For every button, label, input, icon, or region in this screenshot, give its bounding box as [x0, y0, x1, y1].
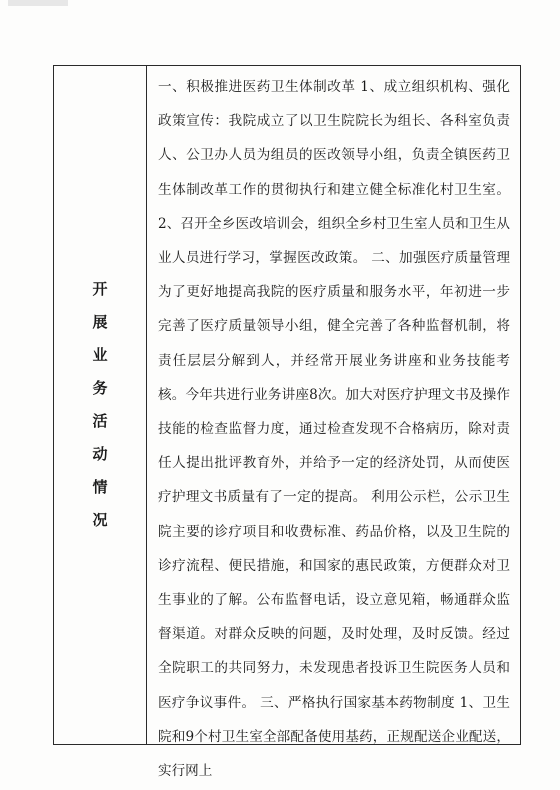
scan-artifact [8, 0, 68, 6]
report-form-table [53, 65, 521, 780]
section-label-cell [54, 66, 147, 744]
section-content-cell [146, 66, 520, 780]
section-content-text: 一、积极推进医药卫生体制改革 1、成立组织机构、强化政策宣传：我院成立了以卫生院院长为组长、各科室负责人、公卫办人员为组员的医改领导小组，负责全镇医药卫生体制改革工作的贯彻执行和建立健全标准化村卫生室。 2、召开全乡医改培训会，组织全乡村卫生室人员和卫生从业人员进行学习，掌握医改政策。 二、加强医疗质量管理 为了更好地提高我院的医疗质量和服务水平，年初进一步完善了医疗质量领导小组，健全完善了各种监督机制，将责任层层分解到人，并经常开展业务讲座和业务技能考核。今年共进行业务讲座8次。加大对医疗护理文书及操作技能的检查监督力度，通过检查发现不合格病历，除对责任人提出批评教育外，并给予一定的经济处罚，从而使医疗护理文书质量有了一定的提高。 利用公示栏，公示卫生院主要的诊疗项目和收费标准、药品价格，以及卫生院的诊疗流程、便民措施，和国家的惠民政策，方便群众对卫生事业的了解。公布监督电话，设立意见箱，畅通群众监督渠道。对群众反映的问题，及时处理，及时反馈。经过全院职工的共同努力，未发现患者投诉卫生院医务人员和医疗争议事件。 三、严格执行国家基本药物制度 1、卫生院和9个村卫生室全部配备使用基药，正规配送企业配送，实行网上 [158, 79, 510, 780]
section-label: 开展业务活动情况 [92, 280, 108, 529]
